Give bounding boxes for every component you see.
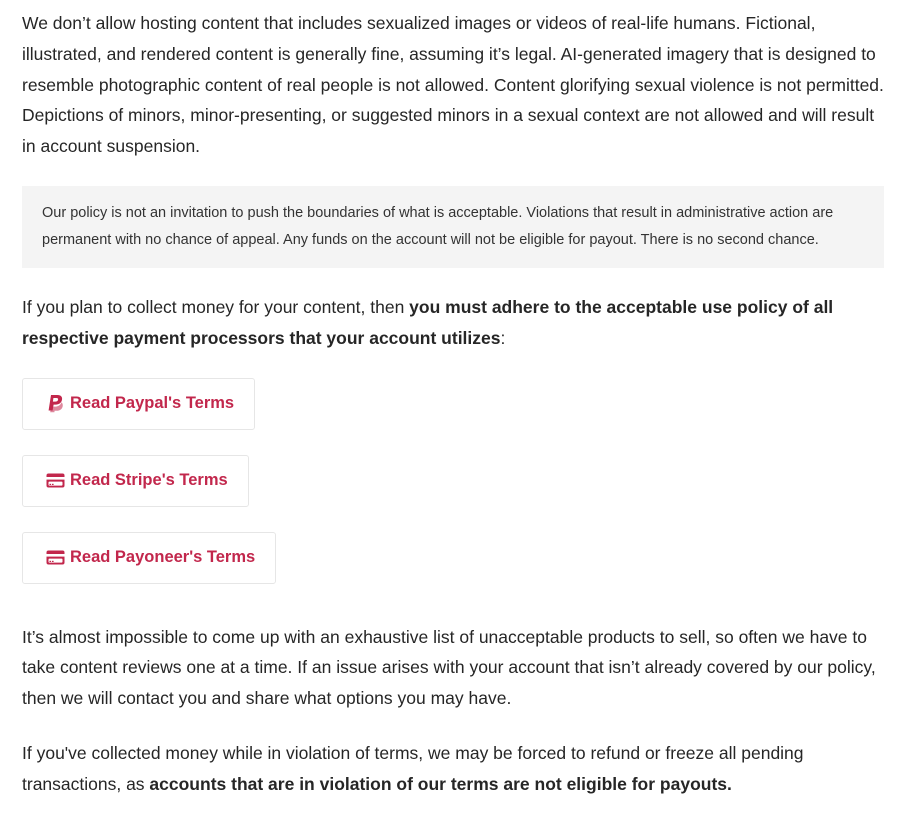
collect-prefix: If you plan to collect money for your content, then	[22, 296, 410, 317]
intro-paragraph: We don’t allow hosting content that includes sexualized images or videos of real-life humans. Fictional, illustrated, and rendered content is generally fine, assuming it’s legal. AI-generated imagery that is designed to resemble photographic content of real people is not allowed. Content glorifying sexual violence is not permitted. Depictions of minors, minor-presenting, or suggested minors in a sexual context are not allowed and will result in account suspension.	[22, 13, 884, 157]
policy-notice	[22, 186, 884, 268]
paypal-icon	[45, 394, 65, 414]
payoneer-button-label: Read Payoneer's Terms	[70, 548, 256, 567]
notice-text: Our policy is not an invitation to push the boundaries of what is acceptable. Violations that result in administrative action are permanent with no chance of appeal. Any funds on the account will not be eligible for payout. There is no second chance.	[42, 204, 834, 248]
stripe-button-label: Read Stripe's Terms	[70, 471, 228, 490]
paypal-button-label: Read Paypal's Terms	[70, 394, 235, 413]
policy-content	[22, 8, 884, 800]
payment-processor-paragraph	[22, 292, 884, 354]
content-reviews-paragraph: It’s almost impossible to come up with an exhaustive list of unacceptable products to sell, so often we have to take content reviews one at a time. If an issue arises with your account that isn’t already covered by our policy, then we will contact you and share what options you may have.	[22, 626, 876, 709]
read-stripe-terms-button[interactable]	[22, 455, 249, 507]
read-paypal-terms-button[interactable]	[22, 378, 255, 430]
violation-emphasis: accounts that are in violation of our terms are not eligible for payouts.	[149, 773, 732, 794]
credit-card-icon	[45, 471, 65, 491]
violation-prefix: If you've collected money while in violation of terms, we may be forced to refund or freeze all pending transactions, as	[22, 742, 804, 794]
read-payoneer-terms-button[interactable]	[22, 532, 276, 584]
violation-paragraph	[22, 738, 884, 800]
collect-suffix: :	[500, 327, 506, 348]
collect-emphasis: you must adhere to the acceptable use policy of all respective payment processors that your account utilizes	[22, 296, 834, 348]
credit-card-icon	[45, 548, 65, 568]
